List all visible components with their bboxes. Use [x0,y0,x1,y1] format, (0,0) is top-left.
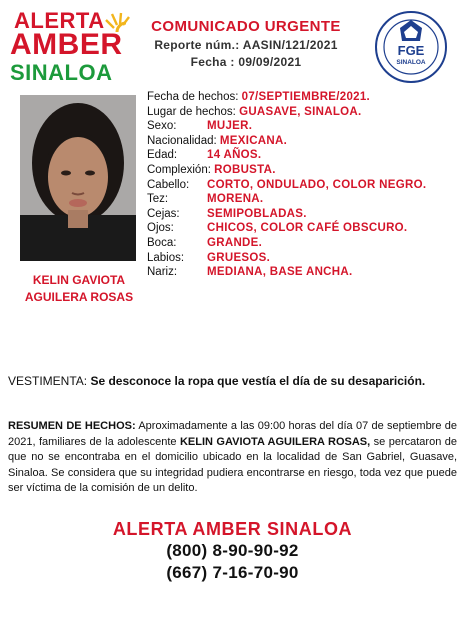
resumen-de-hechos [8,419,457,497]
detail-label: Lugar de hechos: [147,105,240,118]
detail-label: Cejas: [147,207,180,220]
missing-person-photo [20,95,136,261]
detail-row-boca [147,236,457,251]
detail-row-nacionalidad [147,134,457,149]
footer-title: ALERTA AMBER SINALOA [112,519,353,539]
detail-label: Complexión: [147,163,215,176]
bulletin-title: COMUNICADO URGENTE [151,18,341,35]
detail-value: CORTO, ONDULADO, COLOR NEGRO. [207,178,427,191]
detail-row-complexion [147,163,457,178]
detail-value: GUASAVE, SINALOA. [239,105,362,118]
detail-row-labios [147,251,457,266]
detail-row-lugar [147,105,457,120]
detail-value: MEXICANA. [219,134,288,147]
detail-value: 07/SEPTIEMBRE/2021. [241,91,371,103]
logo-line-sinaloa: SINALOA [10,60,113,85]
phone-number-2[interactable]: (667) 7-16-70-90 [166,563,299,582]
detail-row-nariz [147,265,457,280]
detail-value: MEDIANA, BASE ANCHA. [207,266,353,279]
report-date: Fecha : 09/09/2021 [190,55,302,69]
resumen-text-before: Aproximadamente a las 09:00 horas del día 07 de septiembre de 2021, familiares de la adolescente [8,420,458,448]
detail-value: MORENA. [207,193,264,206]
resumen-text-after: se percataron de que no se encontraba en el domicilio ubicado en la localidad de San Gabriel, Guasave, Sinaloa. Se considera que su integridad pudiera encontrarse en riesgo, toda vez que puede ser víctima de la comisión de un delito. [8,435,457,494]
detail-value: ROBUSTA. [214,163,276,176]
detail-row-ojos [147,221,457,236]
logo-line-amber: AMBER [10,28,123,61]
seal-sub: SINALOA [396,59,426,66]
missing-person-name [12,272,146,306]
vestimenta-value: Se desconoce la ropa que vestía el día de su desaparición. [90,374,426,388]
detail-row-cabello [147,178,457,193]
sun-icon [104,12,130,38]
resumen-label: RESUMEN DE HECHOS: [8,420,136,432]
detail-label: Edad: [147,149,178,162]
name-line-2: AGUILERA ROSAS [24,290,134,304]
detail-row-cejas [147,207,457,222]
detail-label: Nariz: [147,266,178,279]
physical-details [147,90,457,280]
bulletin-header [132,18,360,69]
detail-value: GRUESOS. [207,251,271,264]
name-line-1: KELIN GAVIOTA [32,273,126,287]
detail-label: Sexo: [147,120,177,133]
detail-label: Fecha de hechos: [147,91,242,103]
vestimenta [8,374,458,388]
detail-row-tez [147,192,457,207]
detail-label: Labios: [147,251,185,264]
report-number: Reporte núm.: AASIN/121/2021 [154,38,338,52]
detail-value: MUJER. [207,120,253,133]
detail-label: Ojos: [147,222,174,235]
detail-label: Boca: [147,236,177,249]
alerta-amber-logo [8,8,128,84]
detail-value: CHICOS, COLOR CAFÉ OBSCURO. [207,222,408,235]
fge-seal-icon [374,10,448,84]
vestimenta-label: VESTIMENTA: [8,374,91,388]
detail-label: Nacionalidad: [147,134,220,147]
portrait-illustration [20,95,136,261]
detail-row-sexo [147,119,457,134]
detail-value: SEMIPOBLADAS. [207,207,307,220]
resumen-name: KELIN GAVIOTA AGUILERA ROSAS, [179,435,371,448]
detail-row-fecha [147,90,457,105]
detail-label: Tez: [147,193,169,206]
detail-value: GRANDE. [207,236,263,249]
detail-value: 14 AÑOS. [207,149,262,162]
logo-line-alerta: ALERTA [14,8,105,33]
detail-label: Cabello: [147,178,190,191]
phone-number-1[interactable]: (800) 8-90-90-92 [166,541,299,560]
seal-initials: FGE [397,43,425,58]
detail-row-edad [147,148,457,163]
contact-footer [0,519,465,584]
